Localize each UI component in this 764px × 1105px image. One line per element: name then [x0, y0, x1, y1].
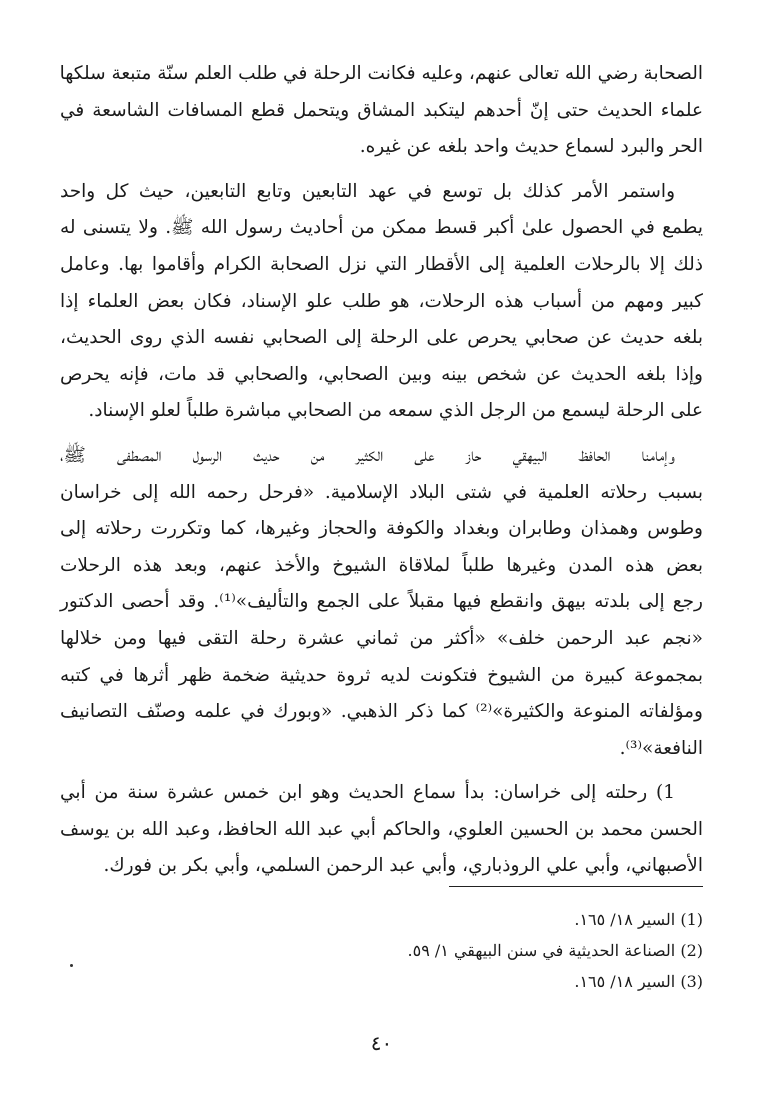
text-line: بعض هذه المدن وغيرها طلباً لملاقاة الشيوخ والأخذ عنهم، وبعد هذه الرحلات — [60, 554, 703, 576]
text-line: بسبب رحلاته العلمية في شتى البلاد الإسلامية. «فرحل رحمه الله إلى خراسان — [60, 481, 703, 503]
text-line: الصحابة رضي الله تعالى عنهم، وعليه فكانت الرحلة في طلب العلم سنّة متبعة سلكها — [59, 63, 703, 84]
text-line: الأصبهاني، وأبي علي الروذباري، وأبي عبد الرحمن السلمي، وأبي بكر بن فورك. — [103, 855, 703, 877]
text-line: الحر والبرد لسماع حديث واحد بلغه عن غيره. — [359, 136, 703, 158]
paragraph-4 — [60, 775, 703, 885]
text-line: ومؤلفاته المنوعة والكثيرة»⁽²⁾ كما ذكر الذهبي. «وبورك في علمه وصنّف التصانيف — [60, 701, 703, 723]
text-line: واستمر الأمر كذلك بل توسع في عهد التابعين وتابع التابعين، حيث كل واحد — [60, 180, 675, 202]
footnote-2: (2) الصناعة الحديثية في سنن البيهقي ١/ ٥٩. — [407, 941, 703, 960]
text-line: وإذا بلغه الحديث عن شخص بينه وبين الصحابي، والصحابي قد مات، فإنه يحرص — [60, 363, 703, 385]
text-line: وإمامنا الحافظ البيهقي حاز على الكثير من حديث الرسول المصطفى ﷺ، — [60, 444, 675, 466]
paragraph-2 — [60, 174, 703, 430]
text-line: يطمع في الحصول علىٰ أكبر قسط ممكن من أحاديث رسول الله ﷺ. ولا يتسنى له — [60, 217, 703, 239]
page-body — [59, 56, 703, 1055]
footnotes — [60, 904, 703, 997]
footnote-3: (3) السير ١٨/ ١٦٥. — [574, 972, 703, 991]
stray-dot-mark — [70, 964, 73, 967]
text-line: وطوس وهمذان وطابران وبغداد والكوفة والحجاز وغيرها، كما وتكررت رحلاته إلى — [60, 518, 703, 540]
text-line: ذلك إلا بالرحلات العلمية إلى الأقطار التي نزل الصحابة الكرام وأقاموا بها. وعامل — [60, 253, 703, 275]
footnote-separator — [449, 886, 703, 887]
text-line: على الرحلة ليسمع من الرجل الذي سمعه من الصحابي مباشرة طلباً لعلو الإسناد. — [88, 400, 703, 422]
text-line: رجع إلى بلدته بيهق وانقطع فيها مقبلاً على الجمع والتأليف»⁽¹⁾. وقد أحصى الدكتور — [60, 591, 703, 613]
text-line: الحسن محمد بن الحسين العلوي، والحاكم أبي عبد الله الحافظ، وعبد الله بن يوسف — [60, 818, 703, 840]
text-line: علماء الحديث حتى إنّ أحدهم ليتكبد المشاق ويتحمل قطع المسافات الشاسعة في — [60, 99, 703, 121]
text-line: «نجم عبد الرحمن خلف» «أكثر من ثماني عشرة رحلة التقى فيها ومن خلالها — [60, 627, 703, 649]
text-line: بمجموعة كبيرة من الشيوخ فتكونت لديه ثروة حديثية ضخمة ظهر أثرها في كتبه — [60, 664, 703, 686]
text-line: 1) رحلته إلى خراسان: بدأ سماع الحديث وهو ابن خمس عشرة سنة من أبي — [60, 782, 675, 804]
text-line: النافعة»⁽³⁾. — [619, 737, 703, 759]
page-number: ٤٠ — [370, 1031, 393, 1055]
paragraph-1 — [60, 56, 703, 166]
paragraph-3 — [60, 438, 703, 767]
text-line: بلغه حديث عن صحابي يحرص على الرحلة إلى الصحابي نفسه الذي روى الحديث، — [60, 327, 703, 349]
footnote-1: (1) السير ١٨/ ١٦٥. — [574, 910, 703, 929]
text-line: كبير ومهم من أسباب هذه الرحلات، هو طلب علو الإسناد، فكان بعض العلماء إذا — [60, 290, 703, 312]
